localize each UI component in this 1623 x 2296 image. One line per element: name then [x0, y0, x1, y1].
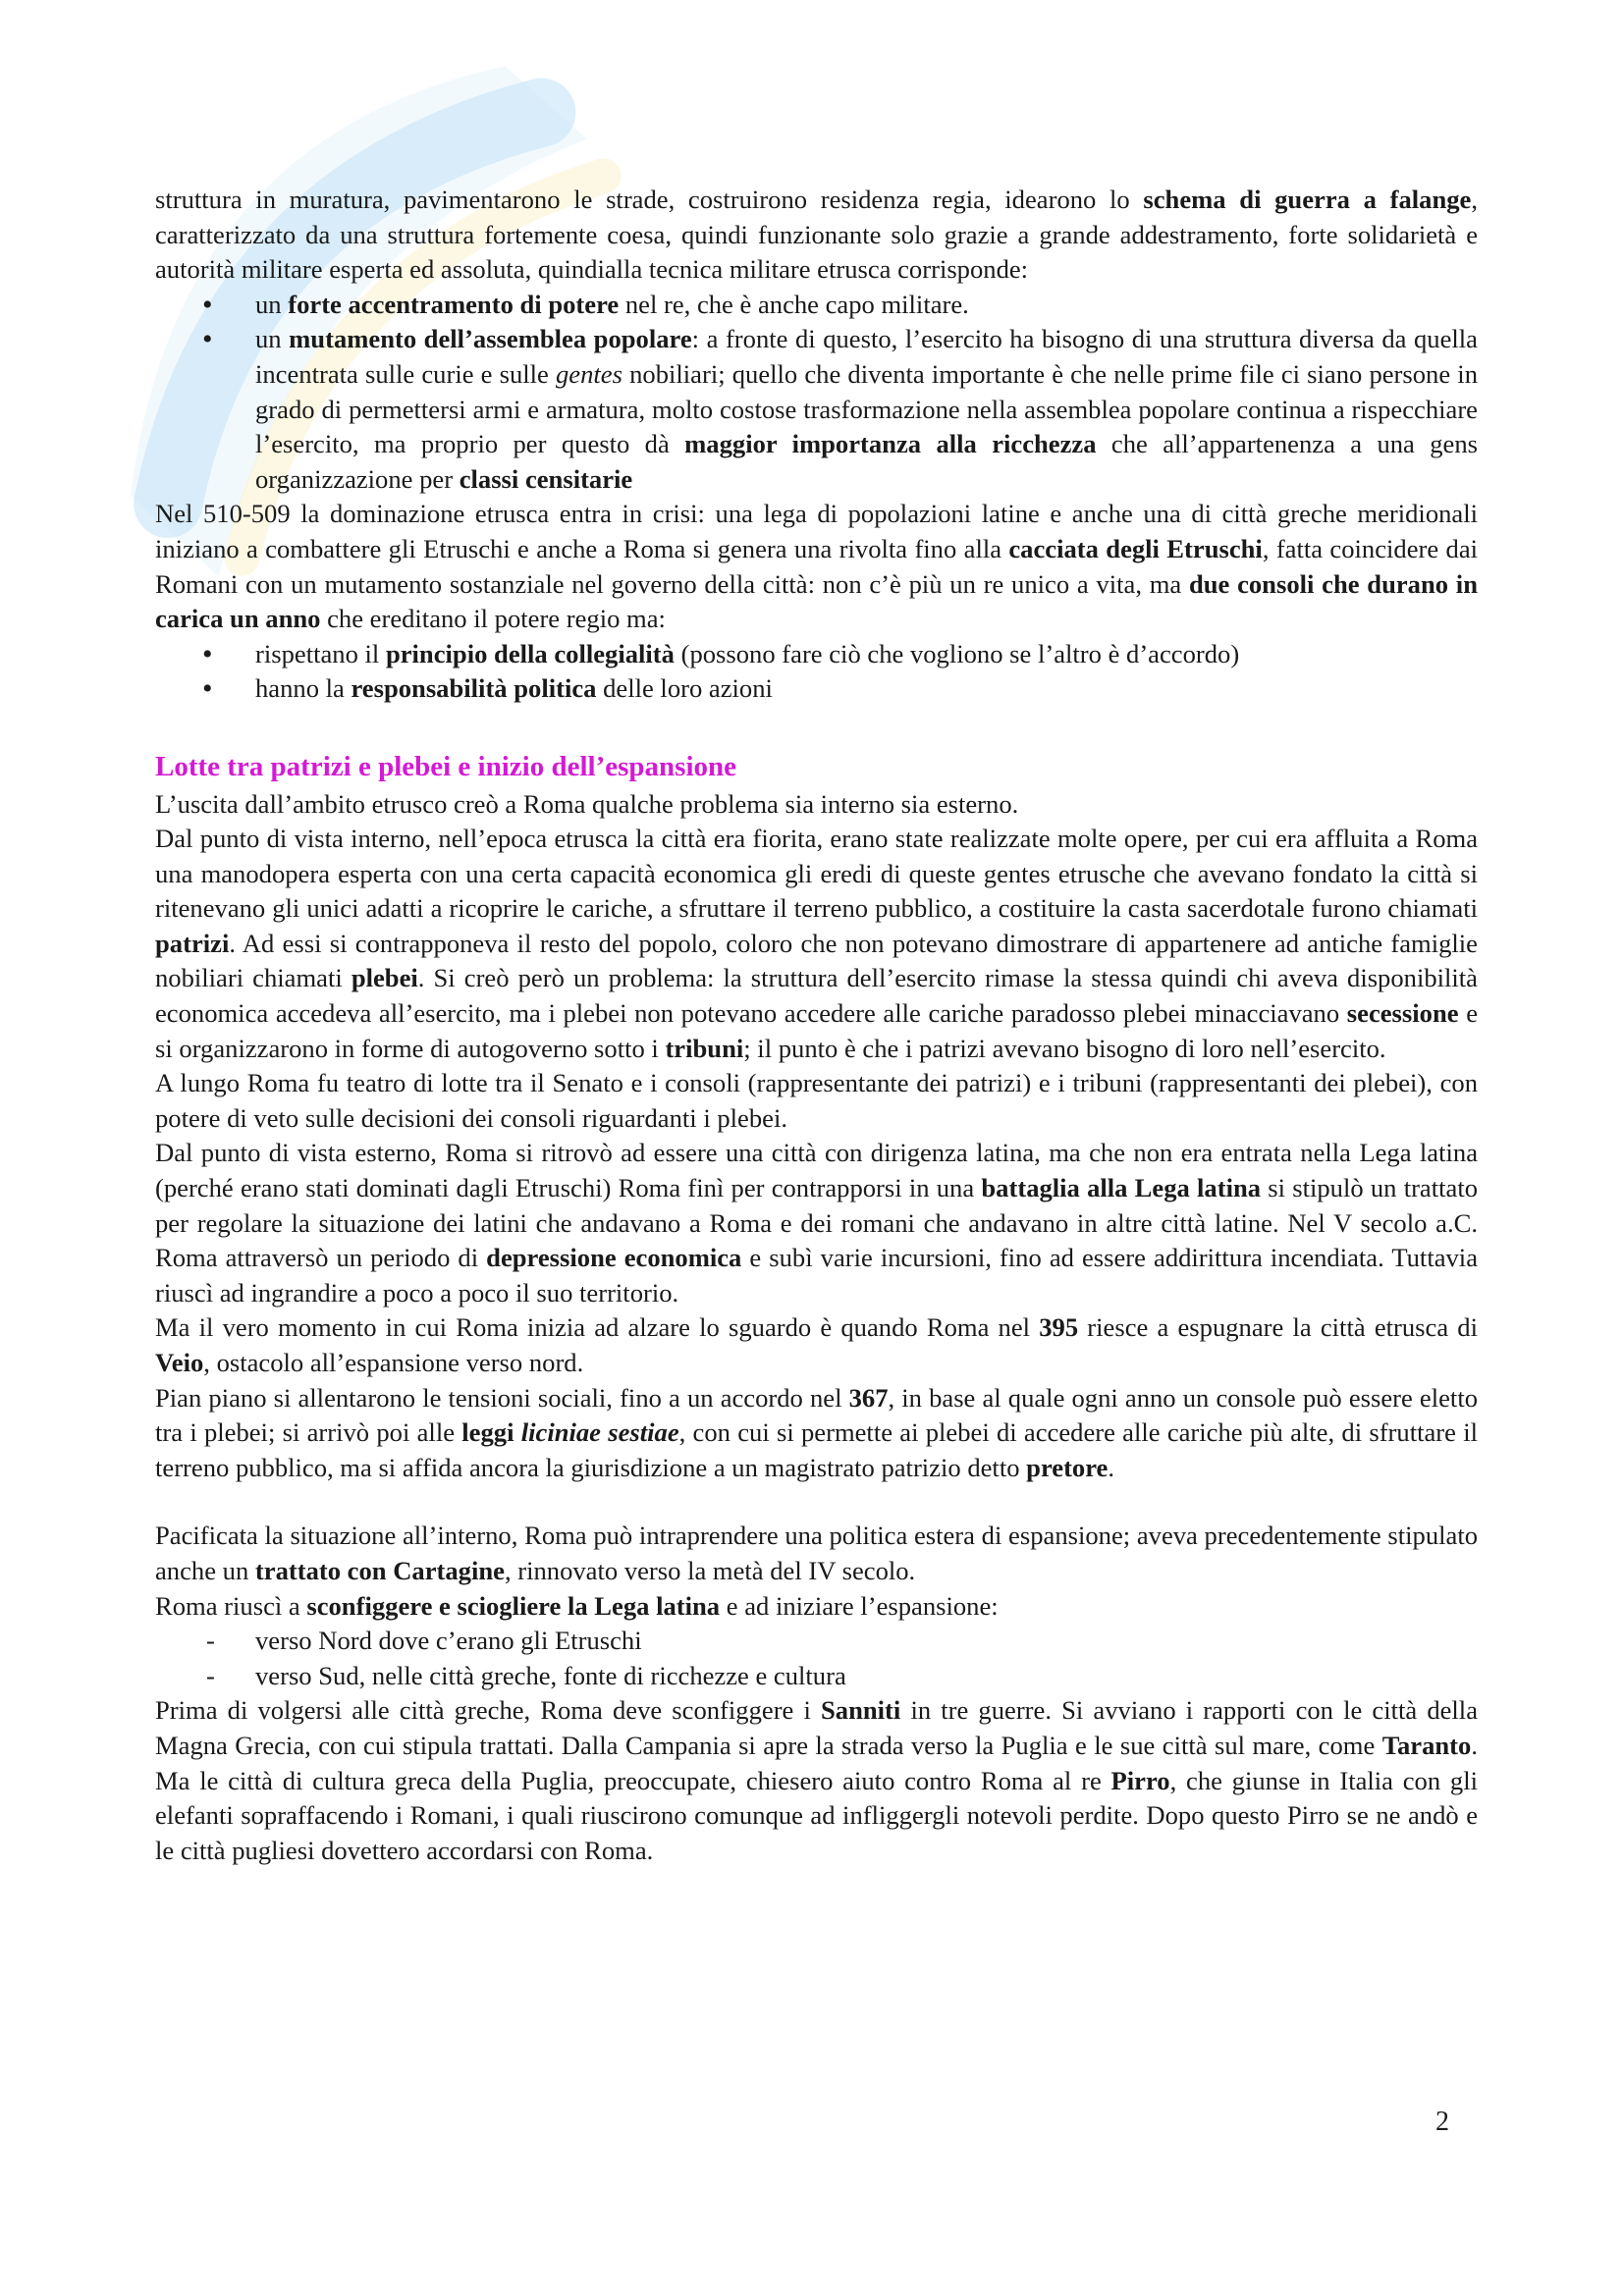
bold-text: battaglia alla Lega latina: [981, 1173, 1262, 1203]
paragraph-uscita: [155, 787, 1478, 823]
bold-text: classi censitarie: [459, 463, 633, 494]
text-run: riesce a espugnare la città etrusca di: [1078, 1312, 1478, 1343]
paragraph-veio: [155, 1310, 1478, 1380]
text-run: , caratterizzato da una struttura fortemente coesa, quindi funzionante solo grazie a grande addestramento, forte solidarietà e autorità militare esperta ed assoluta, quindialla tecnica militare etrusca corrisponde:: [155, 185, 1478, 285]
text-run: : a fronte di questo, l’esercito ha bisogno di una struttura diversa da quella incentrata sulle curie e sulle: [255, 324, 1478, 389]
list-item: [155, 1624, 1478, 1659]
document-page: [155, 183, 1478, 1868]
paragraph-pian-piano: [155, 1381, 1478, 1486]
paragraph-510-509: [155, 497, 1478, 636]
bullet-list-etruscan-military: [155, 288, 1478, 498]
bold-text: forte accentramento di potere: [288, 289, 620, 319]
text-run: rispettano il: [255, 638, 386, 668]
bold-text: Taranto: [1381, 1730, 1472, 1760]
list-item: [155, 637, 1478, 672]
text-run: Dal punto di vista interno, nell’epoca etrusca la città era fiorita, erano state realizzate molte opere, per cui era affluita a Roma una manodopera esperta con una certa capacità economica gli eredi di queste gentes etrusche che avevano fondato la città si ritenevano gli unici adatti a ricoprire le cariche, a sfruttare il terreno pubblico, a costituire la casta sacerdotale furono chiamati: [155, 824, 1478, 924]
text-run: e subì varie incursioni, fino ad essere addirittura incendiata. Tuttavia riuscì ad ingrandire a poco a poco il suo territorio.: [155, 1243, 1479, 1308]
text-run: un: [255, 324, 290, 354]
paragraph-roma-riusci: [155, 1589, 1478, 1625]
bold-text: leggi: [461, 1417, 521, 1448]
bold-text: plebei: [351, 963, 418, 993]
bold-text: Veio: [155, 1348, 204, 1377]
bold-text: [521, 1417, 679, 1447]
bold-text: due consoli che durano in carica un anno: [155, 568, 1478, 634]
paragraph-interno: [155, 822, 1478, 1066]
bold-text: trattato con Cartagine: [254, 1555, 505, 1585]
bold-text: principio della collegialità: [385, 638, 675, 668]
text-run: e si organizzarono in forme di autogoverno sotto i: [155, 998, 1478, 1063]
bold-text: pretore: [1026, 1452, 1109, 1482]
text-run: un: [255, 289, 289, 319]
text-run: , in base al quale ogni anno un console può essere eletto tra i plebei; si arrivò poi alle: [155, 1382, 1478, 1448]
bold-text: Pirro: [1110, 1765, 1170, 1795]
text-run: , ostacolo all’espansione verso nord.: [203, 1348, 584, 1377]
bold-text: 395: [1039, 1312, 1079, 1343]
text-run: Dal punto di vista esterno, Roma si ritrovò ad essere una città con dirigenza latina, ma che non era entrata nella Lega latina (perché erano stati dominati dagli Etruschi) Roma finì per contrapporsi in una: [155, 1138, 1478, 1203]
text-run: L’uscita dall’ambito etrusco creò a Roma qualche problema sia interno sia esterno.: [155, 788, 1019, 819]
bold-text: responsabilità politica: [351, 673, 597, 704]
text-run: A lungo Roma fu teatro di lotte tra il Senato e i consoli (rappresentante dei patrizi) e i tribuni (rappresentanti dei plebei), con potere di veto sulle decisioni dei consoli riguardanti i plebei.: [155, 1068, 1478, 1133]
text-run: Pian piano si allentarono le tensioni sociali, fino a un accordo nel: [155, 1382, 849, 1413]
text-run: , che giunse in Italia con gli elefanti sopraffacendo i Romani, i quali riuscirono comunque ad infliggergli notevoli perdite. Dopo questo Pirro se ne andò e le città pugliesi dovettero accordarsi con Roma.: [155, 1765, 1478, 1865]
text-run: struttura in muratura, pavimentarono le strade, costruirono residenza regia, idearono lo: [155, 185, 1144, 214]
text-run: , con cui si permette ai plebei di accedere alle cariche più alte, di sfruttare il terreno pubblico, ma si affida ancora la giurisdizione a un magistrato patrizio detto: [155, 1417, 1478, 1482]
text-run: . Si creò però un problema: la struttura dell’esercito rimase la stessa quindi chi aveva disponibilità economica accedeva all’esercito, ma i plebei non potevano accedere alle cariche paradosso plebei minacciavano: [155, 963, 1478, 1029]
bold-text: secessione: [1346, 998, 1459, 1029]
text-run: .: [1108, 1452, 1115, 1482]
section-heading: Lotte tra patrizi e plebei e inizio dell’espansione: [155, 750, 737, 782]
text-run: che all’appartenenza a una gens organizzazione per: [255, 429, 1478, 494]
text-run: . Ad essi si contrapponeva il resto del popolo, coloro che non potevano dimostrare di appartenere ad antiche famiglie nobiliari chiamati: [155, 928, 1478, 993]
text-run: nel re, che è anche capo militare.: [619, 289, 969, 319]
text-run: in tre guerre. Si avviano i rapporti con le città della Magna Grecia, con cui stipula trattati. Dalla Campania si apre la strada verso la Puglia e le sue città sul mare, come: [155, 1695, 1478, 1760]
text-run: ; il punto è che i patrizi avevano bisogno di loro nell’esercito.: [743, 1033, 1386, 1063]
bold-text: depressione economica: [486, 1243, 742, 1273]
list-item: [155, 1659, 1478, 1694]
bold-text: cacciata degli Etruschi: [1008, 533, 1263, 563]
text-run: e ad iniziare l’espansione:: [720, 1590, 999, 1621]
text-run: , fatta coincidere dai Romani con un mutamento sostanziale nel governo della città: non c’è più un re unico a vita, ma: [155, 533, 1479, 599]
page-number: 2: [1435, 2107, 1449, 2137]
bold-text: maggior importanza alla ricchezza: [684, 429, 1097, 459]
bold-text: tribuni: [665, 1033, 744, 1063]
emphasis-text: liciniae sestiae: [520, 1417, 679, 1448]
paragraph-a-lungo: [155, 1066, 1478, 1136]
list-item: [155, 671, 1478, 707]
text-run: (possono fare ciò che vogliono se l’altro è d’accordo): [674, 638, 1240, 668]
list-item: [155, 322, 1478, 497]
bold-text: mutamento dell’assemblea popolare: [289, 324, 692, 354]
text-run: verso Sud, nelle città greche, fonte di ricchezze e cultura: [255, 1660, 846, 1690]
bullet-list-consoli: [155, 637, 1478, 707]
list-item: [155, 288, 1478, 323]
bold-text: sconfiggere e sciogliere la Lega latina: [306, 1590, 721, 1621]
text-run: Nel 510-509 la dominazione etrusca entra in crisi: una lega di popolazioni latine e anche una di città greche meridionali iniziano a combattere gli Etruschi e anche a Roma si genera una rivolta fino alla: [155, 499, 1478, 563]
italic-text: gentes: [556, 358, 622, 389]
text-run: che ereditano il potere regio ma:: [320, 604, 666, 634]
paragraph-pacificata: [155, 1519, 1478, 1588]
bold-text: patrizi: [155, 928, 230, 958]
bold-text: Sanniti: [821, 1695, 901, 1726]
paragraph-intro: [155, 183, 1478, 288]
text-run: verso Nord dove c’erano gli Etruschi: [255, 1626, 642, 1656]
text-run: delle loro azioni: [596, 673, 773, 704]
text-run: Roma riuscì a: [155, 1590, 307, 1621]
text-run: Pacificata la situazione all’interno, Roma può intraprendere una politica estera di espansione; aveva precedentemente stipulato anche un: [155, 1521, 1478, 1585]
text-run: Ma il vero momento in cui Roma inizia ad alzare lo sguardo è quando Roma nel: [155, 1312, 1040, 1343]
paragraph-esterno: [155, 1136, 1478, 1310]
text-run: , rinnovato verso la metà del IV secolo.: [504, 1555, 916, 1585]
text-run: si stipulò un trattato per regolare la situazione dei latini che andavano a Roma e dei romani che andavano in altre città latine. Nel V secolo a.C. Roma attraversò un periodo di: [155, 1173, 1479, 1273]
paragraph-prima: [155, 1693, 1478, 1868]
bold-text: schema di guerra a falange: [1143, 185, 1472, 214]
text-run: nobiliari; quello che diventa importante è che nelle prime file ci siano persone in grado di permettersi armi e armatura, molto costose trasformazione nella assemblea popolare continua a rispecchiare l’esercito, ma proprio per questo dà: [255, 358, 1478, 459]
dash-list-espansione: [155, 1624, 1478, 1693]
text-run: hanno la: [255, 673, 352, 704]
bold-text: 367: [848, 1382, 889, 1413]
text-run: Prima di volgersi alle città greche, Roma deve sconfiggere i: [155, 1695, 821, 1726]
text-run: . Ma le città di cultura greca della Puglia, preoccupate, chiesero aiuto contro Roma al re: [155, 1730, 1478, 1795]
